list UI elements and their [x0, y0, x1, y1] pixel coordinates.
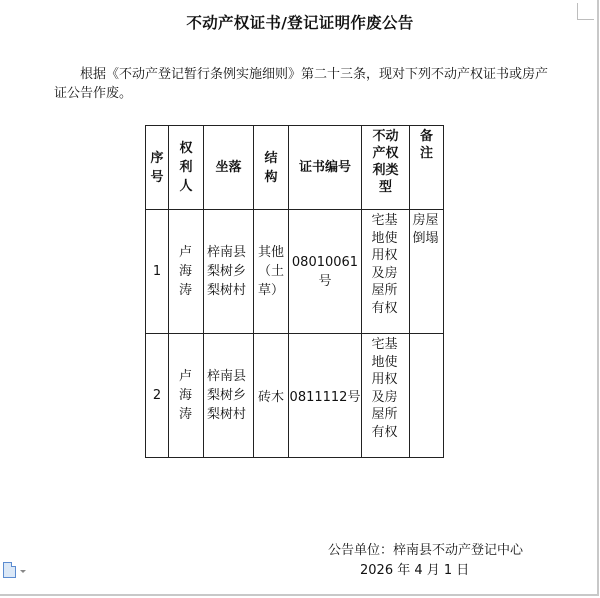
notice-footer: [328, 541, 523, 581]
header-location: 坐落: [204, 126, 254, 210]
table-header-row: [146, 126, 444, 210]
table-row: [146, 210, 444, 334]
table-row: [146, 334, 444, 458]
cell-cert-no: 0811112号: [289, 334, 362, 458]
header-cert-no: 证书编号: [289, 126, 362, 210]
cell-right-type: 宅基地使用权及房屋所有权: [362, 210, 410, 334]
cell-remark: [410, 334, 444, 458]
cell-index: 2: [146, 334, 169, 458]
header-structure: 结构: [254, 126, 289, 210]
cell-owner: 卢海涛: [169, 210, 204, 334]
header-right-type: 不动产权利类型: [362, 126, 410, 210]
chevron-down-icon[interactable]: [20, 570, 26, 573]
cell-cert-no: 08010061号: [289, 210, 362, 334]
issuer-line: 公告单位：梓南县不动产登记中心: [328, 543, 524, 558]
cell-structure: 砖木: [254, 334, 289, 458]
intro-paragraph: 根据《不动产登记暂行条例实施细则》第二十三条，现对下列不动产权证书或房产证公告作废。: [54, 67, 549, 101]
cell-location: 梓南县梨树乡梨树村: [204, 334, 254, 458]
cell-location: 梓南县梨树乡梨树村: [204, 210, 254, 334]
header-owner: 权利人: [169, 126, 204, 210]
header-index: 序号: [146, 126, 169, 210]
issue-date: 2026 年 4 月 1 日: [360, 563, 470, 578]
header-remark: 备注: [410, 126, 444, 210]
cell-remark: 房屋倒塌: [410, 210, 444, 334]
cell-owner: 卢海涛: [169, 334, 204, 458]
cell-index: 1: [146, 210, 169, 334]
document-icon[interactable]: [3, 562, 16, 578]
page-title: 不动产权证书/登记证明作废公告: [186, 14, 414, 32]
certificate-table: [145, 125, 444, 458]
cell-right-type: 宅基地使用权及房屋所有权: [362, 334, 410, 458]
cell-structure: 其他（土草）: [254, 210, 289, 334]
